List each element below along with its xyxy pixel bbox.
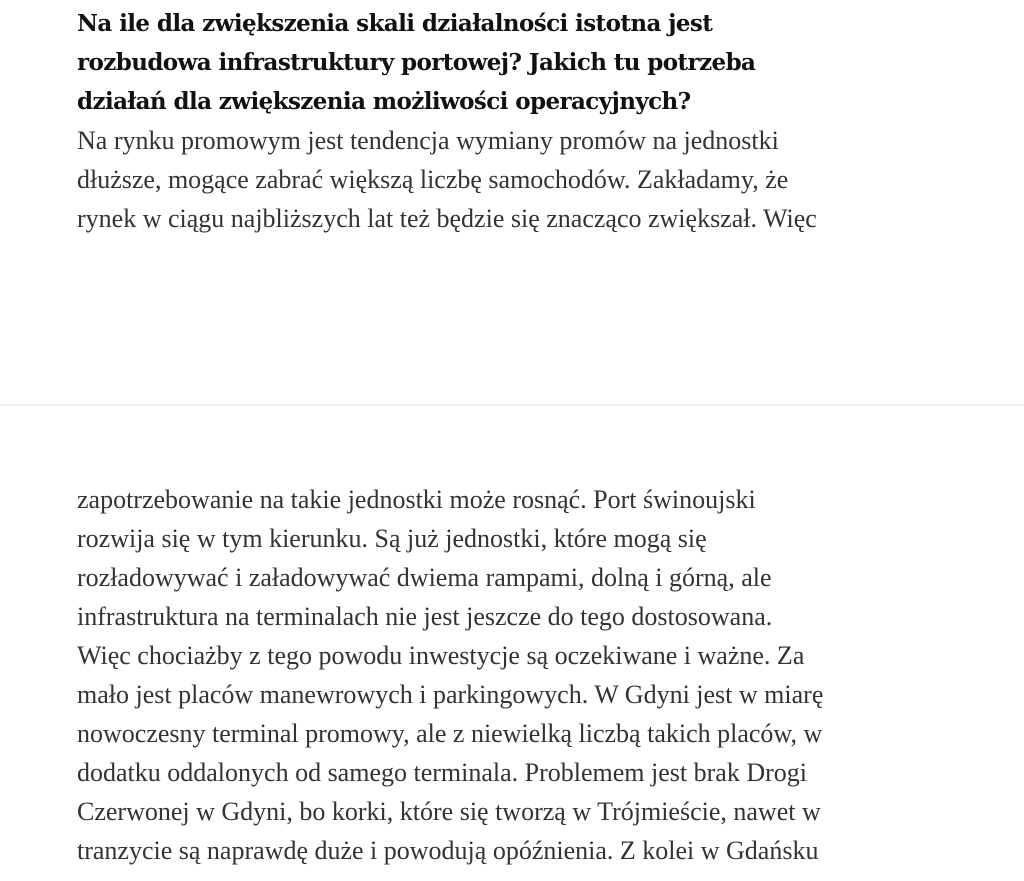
answer-line: nowoczesny terminal promowy, ale z niewielką liczbą takich placów, w [77, 719, 823, 748]
answer-line: zapotrzebowanie na takie jednostki może rosnąć. Port świnoujski [77, 485, 756, 514]
answer-line: tranzycie są naprawdę duże i powodują opóźnienia. Z kolei w Gdańsku [77, 836, 819, 865]
question-line: Na ile dla zwiększenia skali działalności istotna jest [77, 10, 713, 37]
answer-line: rozładowywać i załadowywać dwiema rampami, dolną i górną, ale [77, 563, 772, 592]
answer-line: dodatku oddalonych od samego terminala. Problemem jest brak Drogi [77, 758, 807, 787]
interview-answer-start [77, 121, 957, 238]
answer-line: Więc chociażby z tego powodu inwestycje są oczekiwane i ważne. Za [77, 641, 805, 670]
answer-line: dłuższe, mogące zabrać większą liczbę samochodów. Zakładamy, że [77, 165, 789, 194]
answer-line: infrastruktura na terminalach nie jest jeszcze do tego dostosowana. [77, 602, 773, 631]
question-line: rozbudowa infrastruktury portowej? Jakich tu potrzeba [77, 49, 756, 76]
question-line: działań dla zwiększenia możliwości operacyjnych? [77, 88, 691, 115]
interview-answer-continued [77, 480, 977, 870]
answer-line: rynek w ciągu najbliższych lat też będzie się znacząco zwiększał. Więc [77, 204, 817, 233]
section-divider [0, 404, 1024, 406]
article-bottom-section [77, 480, 977, 870]
interview-question [77, 4, 957, 121]
ad-placeholder-space [0, 258, 1024, 405]
answer-line: Na rynku promowym jest tendencja wymiany promów na jednostki [77, 126, 779, 155]
answer-line: Czerwonej w Gdyni, bo korki, które się tworzą w Trójmieście, nawet w [77, 797, 821, 826]
answer-line: rozwija się w tym kierunku. Są już jednostki, które mogą się [77, 524, 707, 553]
answer-line: mało jest placów manewrowych i parkingowych. W Gdyni jest w miarę [77, 680, 824, 709]
article-top-section [77, 4, 957, 238]
